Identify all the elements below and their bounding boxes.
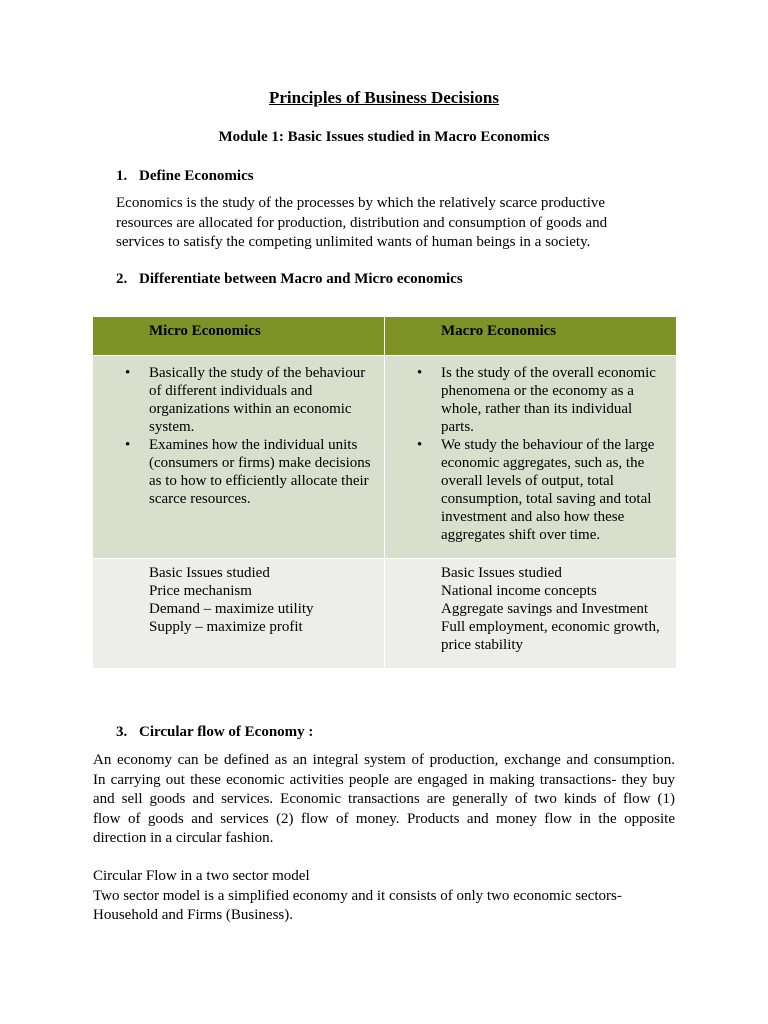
- paragraph-line: services to satisfy the competing unlimited wants of human beings in a society.: [116, 234, 591, 250]
- section-heading-1: [116, 168, 254, 185]
- issue-line: Basic Issues studied: [441, 565, 562, 581]
- issue-line: price stability: [441, 637, 524, 653]
- paragraph-line: Two sector model is a simplified economy and it consists of only two economic sectors-: [93, 887, 622, 904]
- paragraph-line: Household and Firms (Business).: [93, 907, 293, 923]
- circular-flow-paragraph: [93, 751, 675, 849]
- issue-line: Demand – maximize utility: [149, 601, 314, 617]
- paragraph-line: resources are allocated for production, distribution and consumption of goods and: [116, 214, 608, 231]
- section-heading-2: [116, 271, 463, 288]
- issue-line: Basic Issues studied: [149, 565, 270, 581]
- section-heading-text: Differentiate between Macro and Micro economics: [139, 271, 463, 287]
- paragraph-line: and sell goods and services. Economic transactions are generally of two kinds of flow (1): [93, 791, 675, 807]
- macro-bullet-list: [385, 356, 676, 544]
- section-heading-text: Circular flow of Economy :: [139, 724, 314, 740]
- header-cell-macro: [385, 317, 677, 356]
- paragraph-line: In carrying out these economic activities people are engaged in making transactions- they buy: [93, 771, 675, 788]
- list-item: • We study the behaviour of the large economic aggregates, such as, the overall levels of output, total consumption, total saving and total investment and also how these aggregates shift over time.: [441, 436, 668, 544]
- micro-bullet-list: [93, 356, 384, 508]
- paragraph-line: An economy can be defined as an integral system of production, exchange and consumption.: [93, 752, 675, 768]
- comparison-table: [93, 317, 676, 668]
- issue-line: National income concepts: [441, 583, 597, 599]
- section-heading-3: [116, 724, 313, 741]
- define-economics-paragraph: [116, 194, 676, 253]
- section-heading-text: Define Economics: [139, 168, 254, 184]
- section-number: 1.: [116, 168, 128, 184]
- table-header-row: [93, 317, 676, 356]
- table-row: [93, 559, 676, 669]
- paragraph-line: direction in a circular fashion.: [93, 830, 274, 846]
- document-title: Principles of Business Decisions: [269, 88, 499, 107]
- header-cell-micro: [93, 317, 385, 356]
- issue-line: Aggregate savings and Investment: [441, 601, 649, 617]
- paragraph-line: flow of goods and services (2) flow of money. Products and money flow in the opposite: [93, 810, 675, 827]
- module-title: Module 1: Basic Issues studied in Macro Economics: [218, 129, 550, 145]
- list-item: • Is the study of the overall economic phenomena or the economy as a whole, rather than its individual parts.: [441, 364, 668, 436]
- paragraph-line: Economics is the study of the processes by which the relatively scarce productive: [116, 195, 606, 211]
- section-number: 3.: [116, 724, 128, 740]
- list-item: • Basically the study of the behaviour of different individuals and organizations within an economic system.: [149, 364, 376, 436]
- paragraph-line: Circular Flow in a two sector model: [93, 868, 310, 884]
- header-label: Macro Economics: [441, 323, 557, 339]
- micro-definition-cell: [93, 356, 385, 559]
- issue-line: Full employment, economic growth,: [441, 619, 660, 635]
- list-item: • Examines how the individual units (consumers or firms) make decisions as to how to efficiently allocate their scarce resources.: [149, 436, 376, 508]
- two-sector-paragraph: [93, 867, 675, 926]
- header-label: Micro Economics: [149, 323, 261, 339]
- micro-issues-cell: [93, 559, 385, 669]
- section-number: 2.: [116, 271, 128, 287]
- macro-definition-cell: [385, 356, 677, 559]
- macro-issues-cell: [385, 559, 677, 669]
- issue-line: Supply – maximize profit: [149, 619, 303, 635]
- issue-line: Price mechanism: [149, 583, 252, 599]
- table-row: [93, 356, 676, 559]
